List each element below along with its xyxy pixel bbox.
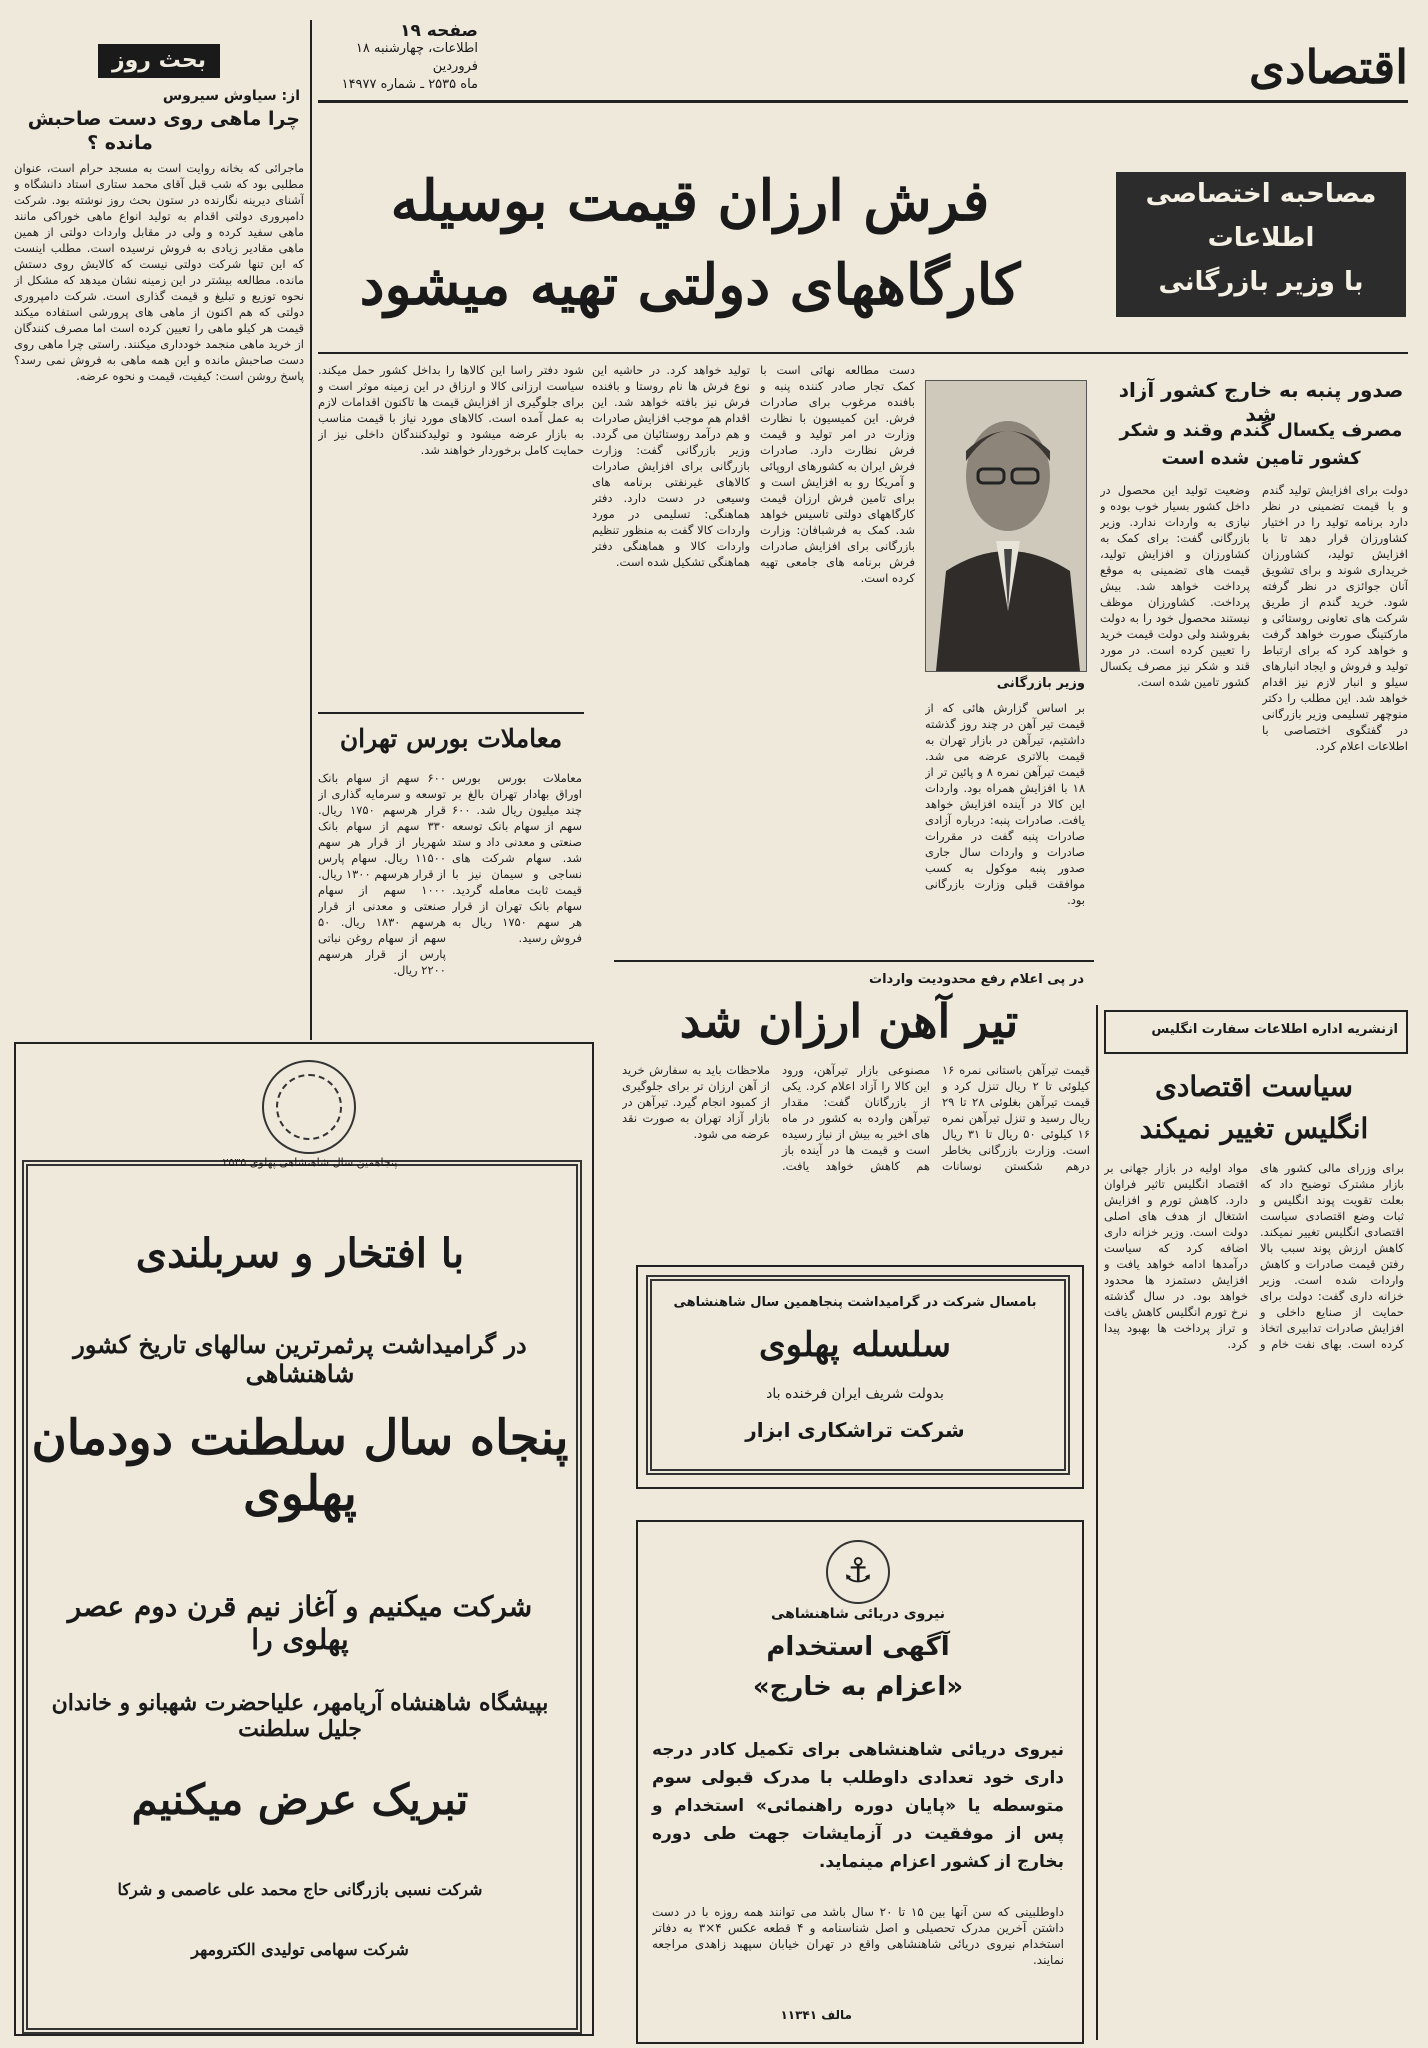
navy-title: آگهی استخدام	[766, 1632, 950, 1662]
navy-org: نیروی دریائی شاهنشاهی	[771, 1606, 945, 1622]
navy-code: مالف ۱۱۳۴۱	[780, 2008, 852, 2022]
minister-photo	[925, 380, 1087, 672]
issue-number: ماه ۲۵۳۵ ـ شماره ۱۴۹۷۷	[341, 77, 478, 92]
england-source: ازنشریه اداره اطلاعات سفارت انگلیس	[1151, 1022, 1398, 1037]
navy-body: نیروی دریائی شاهنشاهی برای تکمیل کادر درجه داری خود تعدادی داوطلب با مدرک قبولی سوم متوسطه یا «پایان دوره راهنمائی» استخدام و پس از موفقیت در آزمایشات جهت طی دوره بخارج از کشور اعزام مینماید.	[652, 1740, 1064, 1872]
tarash-bottom: بدولت شریف ایران فرخنده باد	[766, 1386, 944, 1402]
main-headline-1: فرش ارزان قیمت بوسیله	[390, 168, 990, 234]
bahs-rooz-badge: بحث روز	[98, 44, 220, 78]
page-info	[318, 22, 478, 94]
main-body-col-3: بر اساس گزارش هائی که از قیمت تیر آهن در چند روز گذشته داشتیم، تیرآهن در بازار تهران به قیمت بالاتری عرضه می شد. قیمت تیرآهن نمره ۸ و پائین تر از ۱۸ با افزایش همراه بود. واردات این کالا در آینده افزایش خواهد یافت. صادرات پنبه: درباره آزادی صادرات پنبه گفت در مقررات صادرات و واردات سال جاری صدور پنبه موکول به کسب موافقت قبلی وزارت بازرگانی بود.	[925, 701, 1085, 907]
bourse-body-left: ۶۰۰ سهم از سهام بانک توسعه و سرمایه گذاری از قرار هرسهم ۱۷۵۰ ریال. ۳۳۰ سهم از سهام بانک شهریار از قرار هر سهم ۱۱۵۰۰ ریال. سهام پارس از قرار هرسهم ۱۳۰۰ ریال. ۱۰۰۰ سهم از سهام صنعتی و معدنی از قرار هرسهم ۱۸۳۰ ریال. ۵۰ سهم از سهام روغن نباتی پارس از قرار هرسهم ۲۲۰۰ ریال.	[318, 771, 446, 977]
pahlavi-line-4: شرکت میکنیم و آغاز نیم قرن دوم عصر پهلوی را	[67, 1590, 533, 1656]
iron-kicker: در پی اعلام رفع محدودیت واردات	[869, 972, 1084, 987]
tarash-sign: شرکت تراشکاری ابزار	[745, 1418, 965, 1442]
bahs-rooz-author: از: سیاوش سیروس	[162, 88, 300, 104]
iron-body: قیمت تیرآهن باستانی نمره ۱۶ کیلوئی تا ۲ ریال تنزل کرد و قیمت تیرآهن بغلوئی ۲۸ تا ۲۹ ریال رسید و تنزل تیرآهن نمره ۱۶ کیلوئی ۵۰ ریال تا ۳۱ ریال است. وزارت بازرگانی بخاطر درهم شکستن نوسانات مصنوعی بازار تیرآهن، ورود این کالا را آزاد اعلام کرد. یکی از بازرگانان گفت: مقدار تیرآهن وارده به کشور در ماه های اخیر به بیش از نیاز رسیده است و قیمت ها در آینده باز هم کاهش خواهد یافت. ملاحظات باید به سفارش خرید از آهن ارزان تر برای جلوگیری از کمبود انجام گیرد. تیرآهن در بازار آزاد تهران به صورت نقد عرضه می شود.	[622, 1063, 1090, 1173]
pahlavi-emblem-text: پنجاهمین سال شاهنشاهی پهلوی ۲۵۳۵	[222, 1156, 398, 1169]
photo-caption: وزیر بازرگانی	[996, 676, 1085, 691]
england-rule	[1096, 1005, 1098, 2040]
main-body-col-1: دولت برای افزایش تولید گندم و با قیمت تضمینی در نظر دارد برنامه تولید را در اختیار کشاورزان قرار دهد تا با افزایش تولید، کشاورزان خریداری شوند و برای تشویق آنان جوائزی در نظر گرفته شود. خرید گندم از طریق شرکت های تعاونی روستائی و مارکتینگ صورت خواهد گرفت و خواهد کرد که برای ارتباط تولید و فروش و ایجاد انبارهای سیلو و انبار لازم نیز اقدام خواهد شد. این مطلب را دکتر منوچهر تسلیمی وزیر بازرگانی در گفتگوی اختصاصی با اطلاعات اعلام کرد.	[1262, 483, 1408, 753]
masthead-rule	[318, 100, 1408, 103]
pahlavi-sign-2: شرکت سهامی تولیدی الکترومهر	[191, 1940, 409, 1959]
anchor-icon: ⚓	[826, 1540, 890, 1604]
bahs-rooz-body: ماجرائی که بخانه روایت است به مسجد حرام است، عنوان مطلبی بود که شب قبل آقای محمد ستاری استاد دانشگاه و آشنای دیرینه نگارنده در ستون بحث روز نوشته بود. شرکت دامپروری دولتی اقدام به تولید انواع ماهی خوراکی مانند ماهی سفید کرده و ولی در مقابل واردات دولتی از همین ماهی مقادیر زیادی به فروش نرسیده است. مطلب اینست که این تنها شرکت دولتی نیست که کالایش روی دستش مانده. مطالعه بیشتر در این زمینه نشان میدهد که مشکل از نحوه توزیع و تبلیغ و قیمت گذاری است. شرکت دامپروری دولتی که هم اکنون از ماهی های پرورشی استفاده میکند قیمت هر کیلو ماهی را تعیین کرده است اما مصرف کنندگان از خرید ماهی منجمد خودداری میکنند. راستی چرا ماهی روی دست صاحبش مانده و این همه ماهی به فروش نمی رسد؟ پاسخ روشن است: کیفیت، قیمت و نحوه عرضه.	[14, 161, 304, 383]
section-title: اقتصادی	[1248, 40, 1408, 94]
iron-headline: تیر آهن ارزان شد	[679, 994, 1019, 1048]
bourse-title: معاملات بورس تهران	[339, 724, 563, 753]
england-headline-1: سیاست اقتصادی	[1155, 1070, 1353, 1103]
interview-line-2: اطلاعات	[1207, 223, 1315, 253]
interview-box	[1116, 172, 1406, 317]
main-headline-2: کارگاههای دولتی تهیه میشود	[359, 252, 1021, 318]
subhead-wheat-2: کشور تامین شده است	[1161, 448, 1361, 469]
iron-rule	[614, 960, 1094, 962]
pahlavi-line-1: با افتخار و سربلندی	[135, 1230, 465, 1277]
main-body-col-5: تولید خواهد کرد. در حاشیه این نوع فرش ها نام روستا و بافنده فرش نیز بافته خواهد شد. این اقدام هم موجب افزایش صادرات و هم درآمد روستائیان می گردد. وزیر بازرگانی گفت: وزارت بازرگانی برای افزایش صادرات کالاهای غیرنفتی برنامه های وسیعی در دست دارد. دفتر هماهنگی: تسلیمی در مورد واردات کالا گفت به منظور تنظیم واردات کالا و هماهنگی دفتر هماهنگی تشکیل شده است.	[592, 363, 750, 569]
navy-subtitle: «اعزام به خارج»	[752, 1672, 964, 1702]
england-source-box	[1104, 1010, 1408, 1054]
navy-details: داوطلبینی که سن آنها بین ۱۵ تا ۲۰ سال باشد می توانند همه روزه با در دست داشتن آخرین مدرک تحصیلی و اصل شناسنامه و ۴ قطعه عکس ۴×۳ به دفاتر استخدام نیروی دریائی شاهنشاهی واقع در تهران خیابان سپهبد زاهدی مراجعه نمایند.	[652, 1905, 1064, 1967]
england-headline-2: انگلیس تغییر نمیکند	[1139, 1112, 1369, 1145]
pahlavi-emblem	[262, 1060, 356, 1154]
tarash-top: بامسال شرکت در گرامیداشت پنجاهمین سال شاهنشاهی	[673, 1295, 1037, 1310]
column-rule	[310, 20, 312, 1040]
pahlavi-line-2: در گرامیداشت پرثمرترین سالهای تاریخ کشور شاهنشاهی	[73, 1330, 527, 1388]
pahlavi-line-5: بپیشگاه شاهنشاه آریامهر، علیاحضرت شهبانو و خاندان جلیل سلطنت	[51, 1690, 549, 1742]
england-body: برای وزرای مالی کشور های بازار مشترک توضیح داد که بعلت تقویت پوند انگلیس و ثبات وضع اقتصادی سیاست اقتصادی انگلیس تغییر نمیکند. کاهش ارزش پوند سبب بالا رفتن قیمت صادرات و کاهش واردات شده است. وزیر خزانه داری گفت: دولت برای حمایت از صنایع داخلی و افزایش صادرات تدابیری اتخاذ کرده است. بهای نفت خام و مواد اولیه در بازار جهانی بر اقتصاد انگلیس تاثیر فراوان دارد. کاهش تورم و افزایش اشتغال از هدف های اصلی دولت است. وزیر خزانه داری اضافه کرد که سیاست درآمدها ادامه خواهد یافت و افزایش دستمزد ها محدود خواهد بود. در سال گذشته نرخ تورم انگلیس کاهش یافت و تراز پرداخت ها بهبود پیدا کرد.	[1104, 1161, 1404, 1351]
bourse-rule	[318, 712, 584, 714]
bourse-body-right: معاملات بورس بورس اوراق بهادار تهران بالغ بر چند میلیون ریال شد. ۶۰۰ سهم از سهام بانک توسعه صنعتی و معدنی داد و ستد شد. سهام شرکت های نساجی و سیمان نیز با قیمت ثابت معامله گردید. سهام بانک تهران از قرار هر سهم ۱۷۵۰ ریال به فروش رسید.	[452, 771, 582, 945]
main-body-col-6: شود دفتر راسا این کالاها را بداخل کشور حمل میکند. سیاست ارزانی کالا و ارزاق در این زمینه موثر است و برای جلوگیری از افزایش قیمت ها تاکنون اقدامات لازم به عمل آمده است. کالاهای مورد نیاز با قیمت مناسب به بازار عرضه میشود و تولیدکنندگان داخلی نیز از حمایت کامل برخوردار خواهند شد.	[318, 363, 584, 457]
main-body-col-2: وضعیت تولید این محصول در داخل کشور بسیار خوب بوده و نیازی به واردات ندارد. وزیر بازرگانی گفت: برای کمک به کشاورزان و افزایش تولید، قیمت های تضمینی به موقع پرداخت خواهد شد. بیش پرداخت. کشاورزان موظف نیستند محصول خود را به دولت بفروشند ولی دولت قیمت خرید را تعیین کرده است. در مورد قند و شکر نیز مصرف یکسال کشور تامین شده است.	[1100, 483, 1250, 689]
page-number: صفحه ۱۹	[400, 21, 478, 41]
tarash-middle: سلسله پهلوی	[759, 1325, 951, 1365]
interview-line-3: با وزیر بازرگانی	[1158, 267, 1364, 297]
pahlavi-line-6: تبریک عرض میکنیم	[131, 1775, 469, 1824]
bahs-rooz-title-2: مانده ؟	[87, 132, 153, 154]
main-body-col-4: دست مطالعه نهائی است با کمک تجار صادر کننده پنبه و بافنده مرغوب برای صادرات فرش. این کمیسیون با نظارت وزارت در امر تولید و قیمت فرش نظارت دارد. صادرات فرش ایران به کشورهای اروپائی و آمریکا رو به افزایش است و برای تامین فرش ارزان قیمت کارگاههای دولتی تاسیس خواهد شد. کمک به فرشبافان: وزارت بازرگانی برای افزایش صادرات فرش برنامه های جامعی تهیه کرده است.	[760, 363, 915, 585]
issue-date: اطلاعات، چهارشنبه ۱۸ فروردین	[355, 41, 478, 74]
pahlavi-sign-1: شرکت نسبی بازرگانی حاج محمد علی عاصمی و شرکا	[117, 1880, 483, 1899]
subhead-wheat-1: مصرف یکسال گندم وقند و شکر	[1119, 420, 1403, 441]
headline-rule	[318, 352, 1408, 354]
subhead-cotton: صدور پنبه به خارج کشور آزاد شد	[1118, 378, 1404, 426]
pahlavi-line-3: پنجاه سال سلطنت دودمان پهلوی	[31, 1410, 569, 1522]
bahs-rooz-title-1: چرا ماهی روی دست صاحبش	[27, 108, 300, 130]
interview-line-1: مصاحبه اختصاصی	[1145, 179, 1377, 209]
